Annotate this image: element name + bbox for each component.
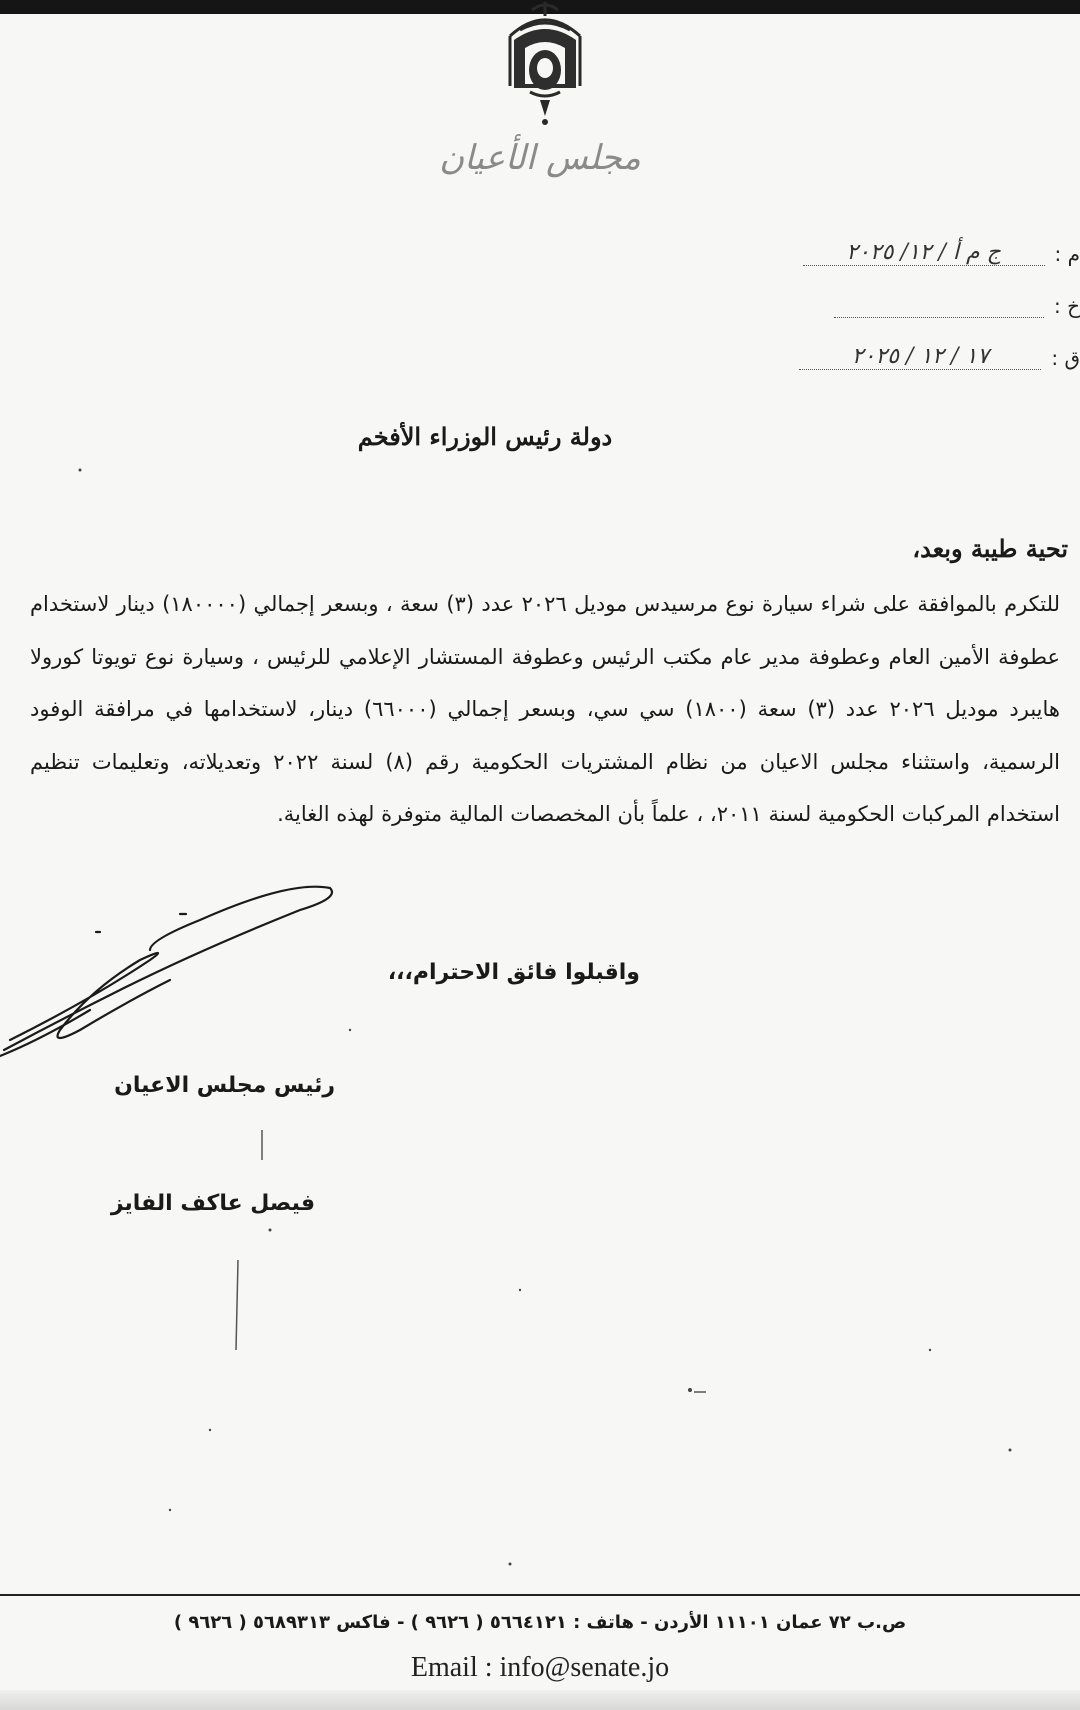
footer-address: ص.ب ٧٢ عمان ١١١٠١ الأردن - هاتف : ٥٦٦٤١٢١ ( ٩٦٢٦ ) - فاكس ٥٦٨٩٣١٣ ( ٩٦٢٦ ) xyxy=(173,1612,907,1633)
closing-line: واقبلوا فائق الاحترام،،، xyxy=(387,960,640,985)
letter-body: للتكرم بالموافقة على شراء سيارة نوع مرسيدس موديل ٢٠٢٦ عدد (٣) سعة ، وبسعر إجمالي (١٨٠٠٠٠) دينار لاستخدام عطوفة الأمين العام وعطوفة مدير عام مكتب الرئيس وعطوفة المستشار الإعلامي للرئيس ، وسيارة نوع تويوتا كورولا هايبرد موديل ٢٠٢٦ عدد (٣) سعة (١٨٠٠) سي سي، وبسعر إجمالي (٦٦٠٠٠) دينار، لاستخدامها في مرافقة الوفود الرسمية، واستثناء مجلس الاعيان من نظام المشتريات الحكومية رقم (٨) لسنة ٢٠٢٢ وتعديلاته، وتعليمات تنظيم استخدام المركبات الحكومية لسنة ٢٠١١، ، علماً بأن المخصصات المالية متوفرة لهذه الغاية. xyxy=(30,592,1060,826)
corresponding-value: ١٧ / ١٢ / ٢٠٢٥ xyxy=(799,344,1041,370)
signer-name: فيصل عاكف الفايز xyxy=(110,1191,315,1216)
council-name-logotype: مجلس الأعيان xyxy=(439,138,641,178)
recipient-line: دولة رئيس الوزراء الأفخم xyxy=(357,422,613,451)
date-label: خ : xyxy=(1053,294,1080,318)
footer-email: Email : info@senate.jo xyxy=(410,1652,670,1683)
reference-label: م : xyxy=(1054,242,1080,266)
corresponding-label: ق : xyxy=(1051,346,1080,370)
greeting-line: تحية طيبة وبعد، xyxy=(912,534,1068,563)
bottom-edge xyxy=(0,1690,1080,1710)
reference-value: ج م أ / ١٢/ ٢٠٢٥ xyxy=(803,240,1045,266)
signer-title: رئيس مجلس الاعيان xyxy=(114,1073,335,1098)
footer-divider xyxy=(0,1594,1080,1596)
